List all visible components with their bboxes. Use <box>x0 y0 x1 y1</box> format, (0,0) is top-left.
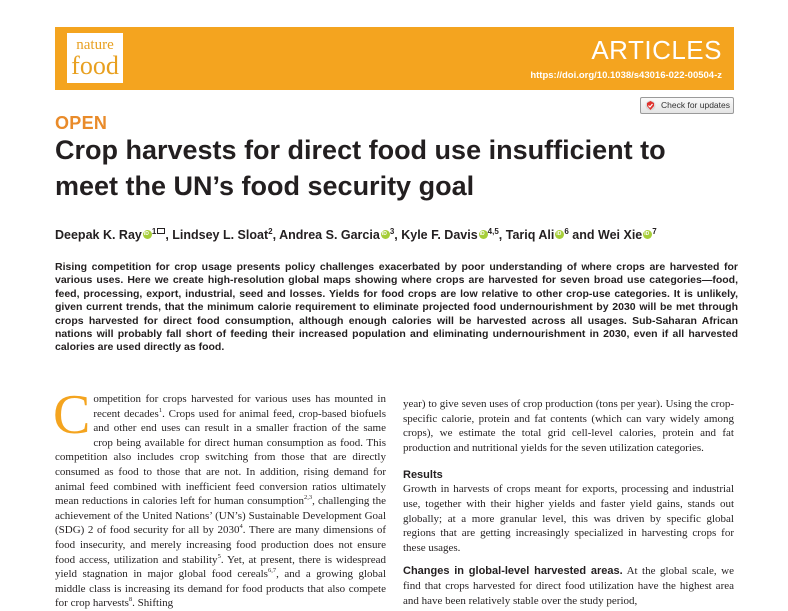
title-line-1: Crop harvests for direct food use insufficient to <box>55 135 666 165</box>
crossmark-icon <box>645 100 656 111</box>
body-text: , and a growing global middle class is increasing its demand for food products that also compete for crop harvests <box>55 568 386 610</box>
affiliation-sup: 2 <box>268 227 273 236</box>
affiliation-sup: 4,5 <box>487 227 499 236</box>
orcid-icon[interactable] <box>479 230 488 239</box>
author-name[interactable]: Andrea S. Garcia <box>279 228 380 242</box>
body-column-left <box>53 384 386 611</box>
orcid-icon[interactable] <box>381 230 390 239</box>
abstract-text: Rising competition for crop usage presents policy challenges exacerbated by poor understanding of where crops are harvested for various uses. Here we create high-resolution global maps showing where crops are harvested for seven broad use categories—food, feed, processing, export, industrial, seed and losses. Yields for food crops are low relative to other crop-use categories. It is unlikely, given current trends, that the minimum calorie requirement to eliminate projected food undernourishment by 2030 will be met through crops harvested for direct food consumption, although enough calories will be harvested across all usages. Sub-Saharan African nations will probably fall short of feeding their increased population and eliminating undernourishment in 2030, even if all harvested calories are used directly as food. <box>55 261 738 354</box>
body-text: . Crops used for animal feed, crop-based biofuels and other end uses can result in a smaller fraction of the same crop being available for direct human consumption as food. This competition also includes crop switching from those that are directly consumed as food to those that are not. In addition, rising demand for animal feed combined with inefficient feed conversion ratios ultimately mean reductions in calories left for human consumption <box>55 407 386 508</box>
body-text: . There are many dimensions of food insecurity, and merely increasing food production does not ensure food access, utilization and stability <box>55 524 386 566</box>
orcid-icon[interactable] <box>555 230 564 239</box>
reference-link[interactable]: 1 <box>158 406 163 414</box>
orcid-icon[interactable] <box>643 230 652 239</box>
body-column-right <box>403 397 734 608</box>
author-name[interactable]: Wei Xie <box>598 228 643 242</box>
logo-nature-text: nature <box>76 37 114 53</box>
methods-continuation-paragraph: year) to give seven uses of crop production (tons per year). Using the crop-specific calorie, protein and fat contents (which can vary widely among crops), we estimate the total grid cell-level calories, protein and fat production and nutritional yields for the seven utilization categories. <box>403 398 734 454</box>
intro-paragraph <box>53 384 386 611</box>
reference-link[interactable]: 8 <box>128 596 133 604</box>
logo-food-text: food <box>71 51 119 80</box>
harvested-areas-paragraph <box>403 564 734 608</box>
author-conjunction: and <box>572 228 595 242</box>
author-name[interactable]: Lindsey L. Sloat <box>172 228 269 242</box>
reference-link[interactable]: 6,7 <box>267 567 277 575</box>
orcid-icon[interactable] <box>143 230 152 239</box>
body-text: . Shifting <box>132 597 174 610</box>
subsection-runin-heading: Changes in global-level harvested areas. <box>403 565 623 578</box>
article-title <box>55 132 745 204</box>
abstract <box>55 261 738 355</box>
reference-link[interactable]: 2,3 <box>303 494 313 502</box>
check-for-updates-button[interactable] <box>640 97 734 114</box>
affiliation-sup: 1 <box>151 227 157 236</box>
affiliation-sup: 3 <box>389 227 395 236</box>
title-line-2: meet the UN’s food security goal <box>55 171 475 201</box>
open-access-label: OPEN <box>55 113 108 133</box>
author-list: Deepak K. RayiD $^1$ , Lindsey L. Sloat$^2$, Andrea S. GarciaiD $^3$, Kyle F. DavisiD $^{4,5}$, Tariq AliiD $^6$ and Wei XieiD $^7$ <box>55 224 755 243</box>
journal-banner <box>55 27 734 90</box>
author-name[interactable]: Kyle F. Davis <box>401 228 478 242</box>
author-name[interactable]: Tariq Ali <box>505 228 555 242</box>
body-text: ompetition for crops harvested for various uses has mounted in recent decades <box>93 393 386 420</box>
email-icon[interactable] <box>157 228 165 234</box>
reference-link[interactable]: 4 <box>239 523 243 531</box>
body-text: At the global scale, we find that crops harvested for direct food utilization have the highest area and have been relatively stable over the study period, <box>403 565 734 607</box>
affiliation-sup: 7 <box>652 227 657 236</box>
journal-logo[interactable] <box>67 33 123 83</box>
author-name[interactable]: Deepak K. Ray <box>55 228 142 242</box>
drop-cap: C <box>53 384 91 446</box>
reference-link[interactable]: 5 <box>217 552 221 560</box>
results-paragraph: Growth in harvests of crops meant for exports, processing and industrial use, together with their higher yields and faster yield gains, stands out globally; at a more granular level, this was driven by specific global regions that are getting increasingly specialized in harvesting crops for these usages. <box>403 483 734 554</box>
affiliation-sup: 6 <box>564 227 569 236</box>
check-for-updates-label: Check for updates <box>661 100 730 110</box>
results-heading: Results <box>403 469 443 482</box>
section-label: ARTICLES <box>591 35 722 65</box>
body-text: , challenging the achievement of the United Nations’ (UN’s) Sustainable Development Goal (SDG) 2 of food security for all by 2030 <box>55 495 386 537</box>
body-text: . Yet, at present, there is widespread yield stagnation in major global food cereals <box>55 553 386 581</box>
doi-link[interactable]: https://doi.org/10.1038/s43016-022-00504-z <box>530 70 722 81</box>
